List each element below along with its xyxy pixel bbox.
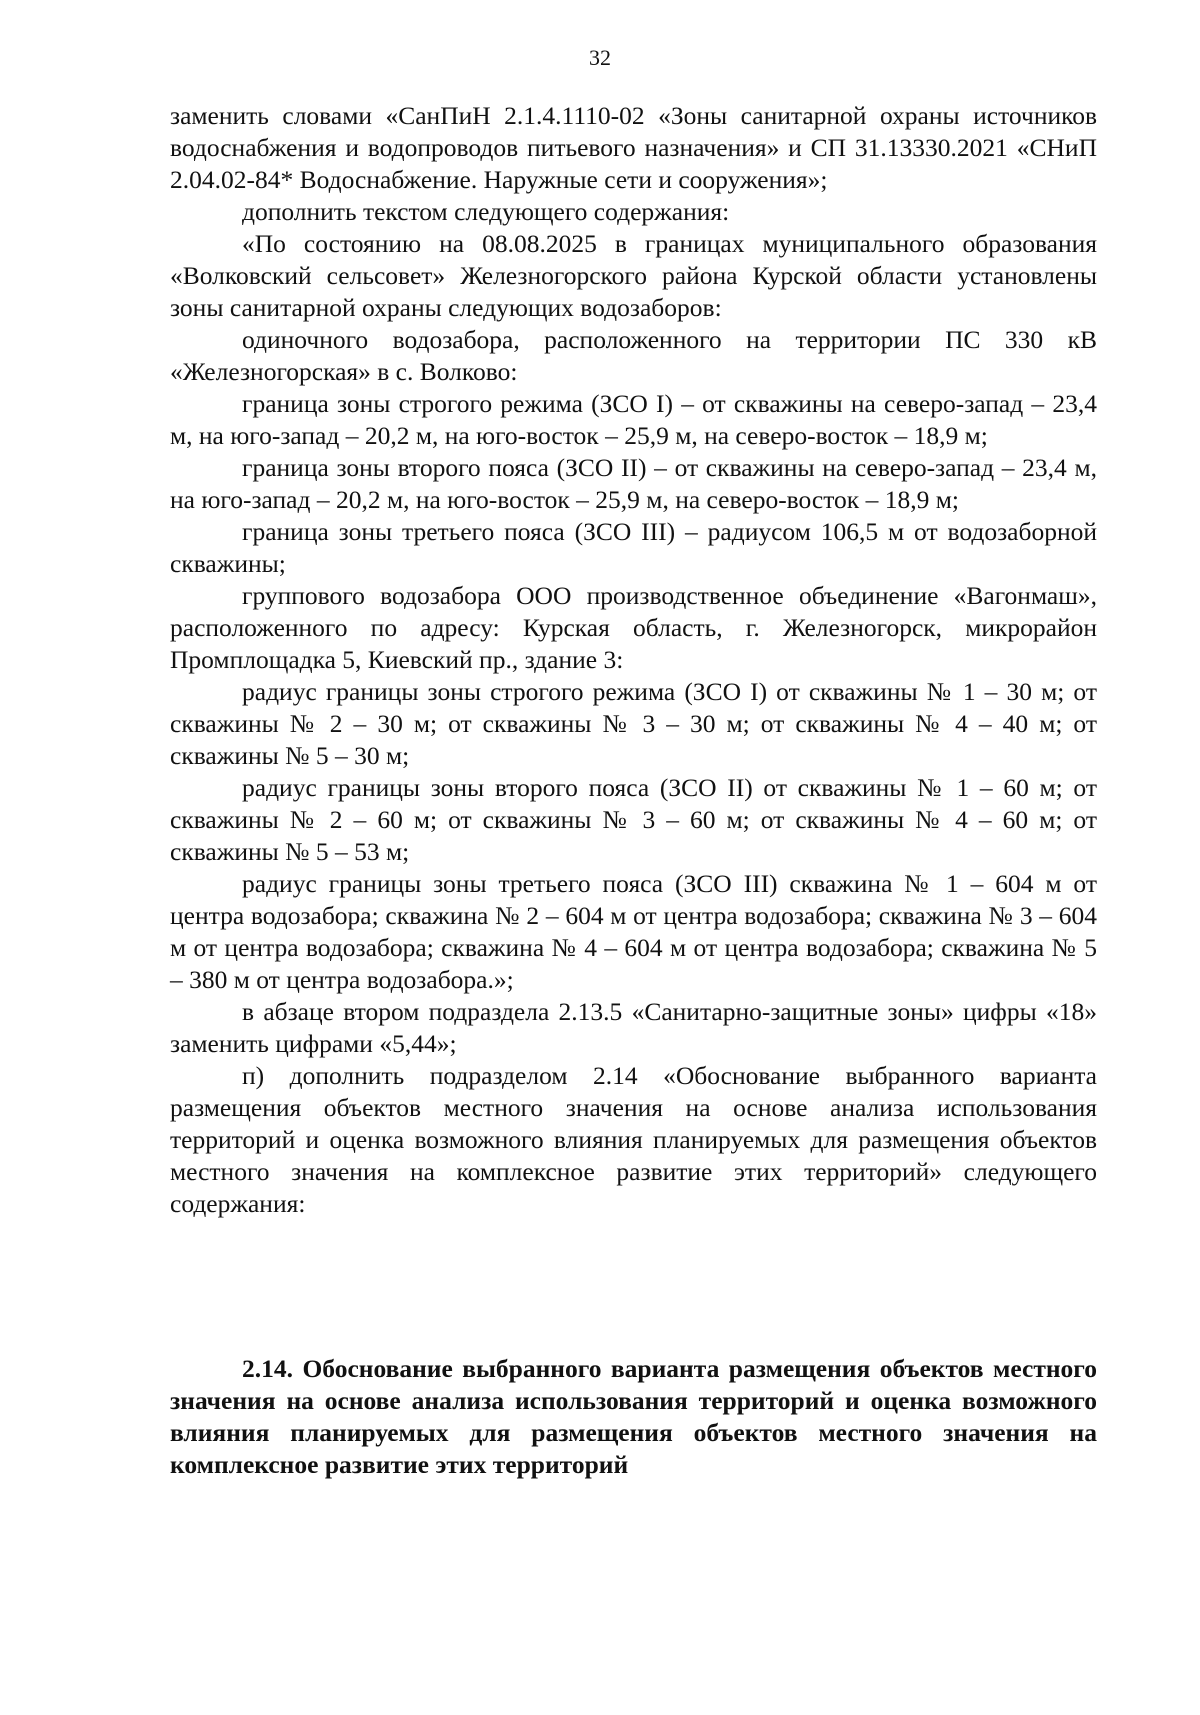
paragraph: «По состоянию на 08.08.2025 в границах муниципального образования «Волковский сельсовет» Железногорского района Курской области установлены зоны санитарной охраны следующих водозаборов:: [170, 229, 1097, 322]
paragraph: дополнить текстом следующего содержания:: [242, 197, 730, 226]
body-text: [170, 100, 1097, 1220]
paragraph: п) дополнить подразделом 2.14 «Обоснование выбранного варианта размещения объектов местного значения на основе анализа использования территорий и оценка возможного влияния планируемых для размещения объектов местного значения на комплексное развитие этих территорий» следующего содержания:: [170, 1061, 1097, 1218]
section-heading: 2.14. Обоснование выбранного варианта размещения объектов местного значения на основе анализа использования территорий и оценка возможного влияния планируемых для размещения объектов местного значения на комплексное развитие этих территорий: [170, 1354, 1097, 1479]
paragraph: радиус границы зоны третьего пояса (ЗСО III) скважина № 1 – 604 м от центра водозабора; скважина № 2 – 604 м от центра водозабора; скважина № 3 – 604 м от центра водозабора; скважина № 4 – 604 м от центра водозабора; скважина № 5 – 380 м от центра водозабора.»;: [170, 869, 1097, 994]
paragraph: группового водозабора ООО производственное объединение «Вагонмаш», расположенного по адресу: Курская область, г. Железногорск, микрорайон Промплощадка 5, Киевский пр., здание 3:: [170, 581, 1097, 674]
paragraph: радиус границы зоны второго пояса (ЗСО II) от скважины № 1 – 60 м; от скважины № 2 – 60 м; от скважины № 3 – 60 м; от скважины № 4 – 60 м; от скважины № 5 – 53 м;: [170, 773, 1097, 866]
paragraph: одиночного водозабора, расположенного на территории ПС 330 кВ «Железногорская» в с. Волково:: [170, 325, 1097, 386]
paragraph: граница зоны третьего пояса (ЗСО III) – радиусом 106,5 м от водозаборной скважины;: [170, 517, 1097, 578]
paragraph: граница зоны второго пояса (ЗСО II) – от скважины на северо-запад – 23,4 м, на юго-запад – 20,2 м, на юго-восток – 25,9 м, на северо-восток – 18,9 м;: [170, 453, 1097, 514]
paragraph: заменить словами «СанПиН 2.1.4.1110-02 «Зоны санитарной охраны источников водоснабжения и водопроводов питьевого назначения» и СП 31.13330.2021 «СНиП 2.04.02-84* Водоснабжение. Наружные сети и сооружения»;: [170, 101, 1097, 194]
page-number: 32: [589, 45, 611, 70]
paragraph: граница зоны строгого режима (ЗСО I) – от скважины на северо-запад – 23,4 м, на юго-запад – 20,2 м, на юго-восток – 25,9 м, на северо-восток – 18,9 м;: [170, 389, 1097, 450]
paragraph: в абзаце втором подраздела 2.13.5 «Санитарно-защитные зоны» цифры «18» заменить цифрами «5,44»;: [170, 997, 1097, 1058]
paragraph: радиус границы зоны строгого режима (ЗСО I) от скважины № 1 – 30 м; от скважины № 2 – 30 м; от скважины № 3 – 30 м; от скважины № 4 – 40 м; от скважины № 5 – 30 м;: [170, 677, 1097, 770]
